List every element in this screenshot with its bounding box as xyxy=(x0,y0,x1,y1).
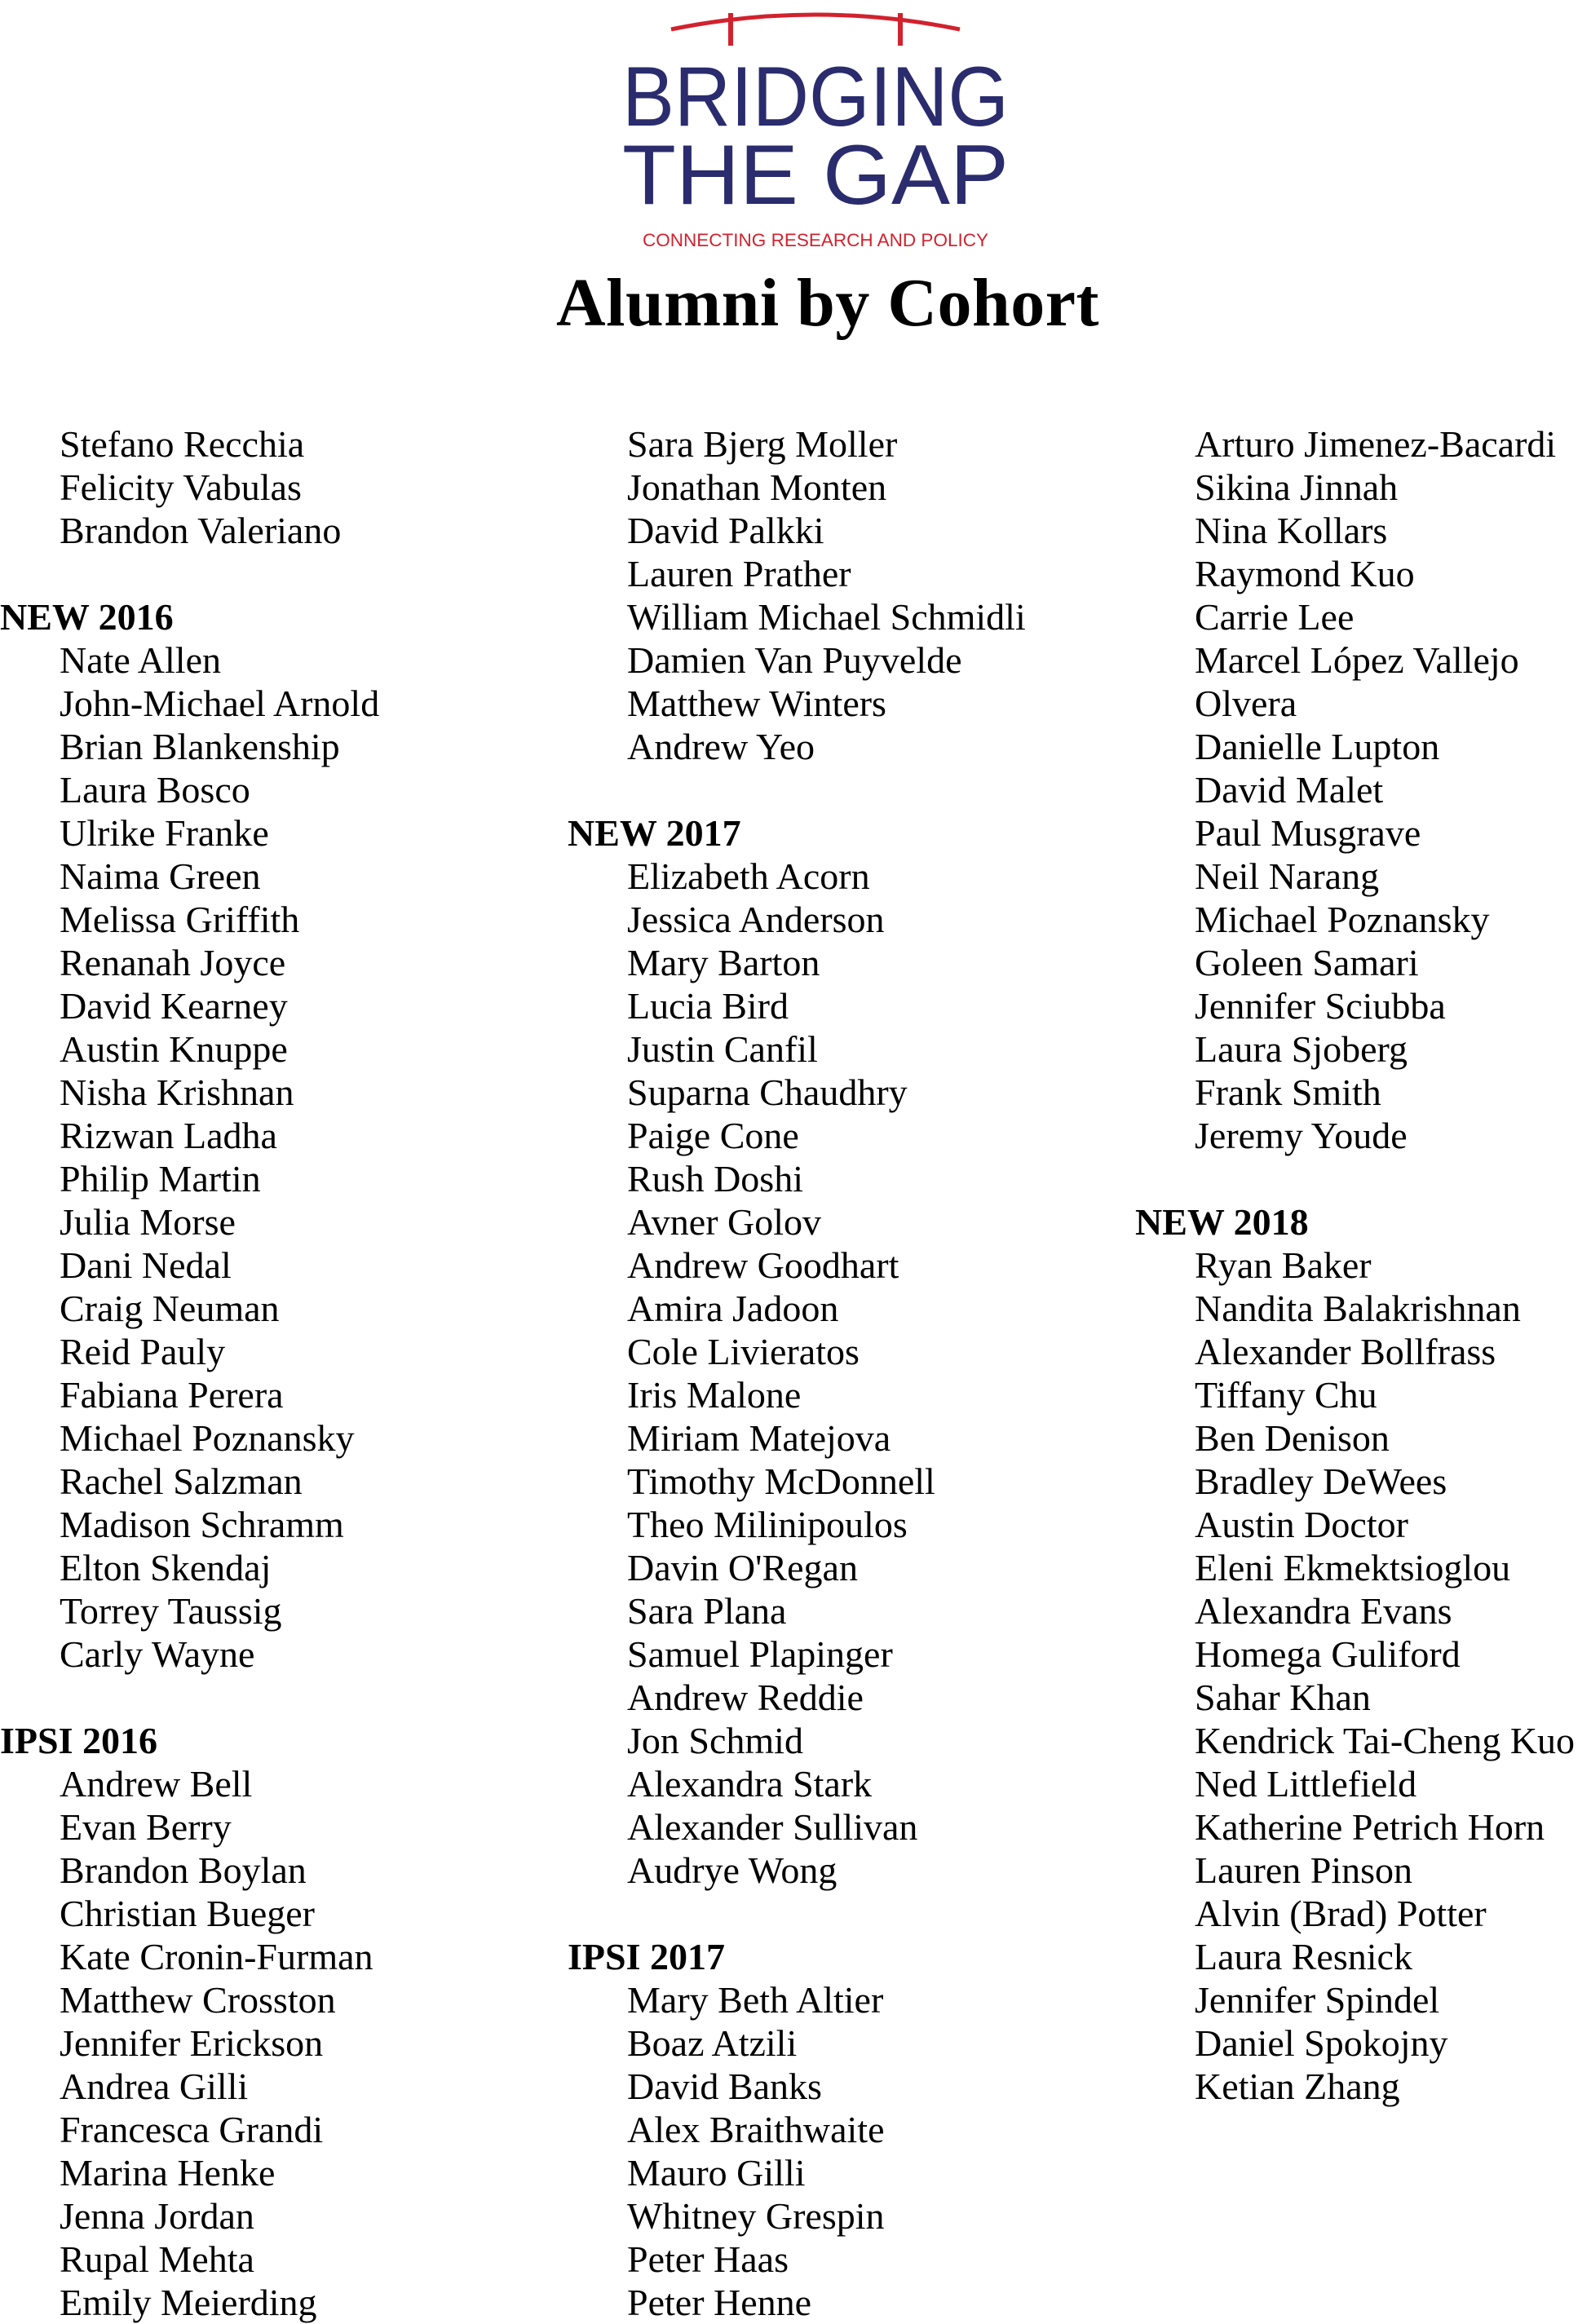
alumni-name: Mary Beth Altier xyxy=(627,1979,884,2021)
alumni-name: Jenna Jordan xyxy=(60,2195,254,2237)
alumni-name: Madison Schramm xyxy=(60,1504,344,1545)
alumni-name: Renanah Joyce xyxy=(60,942,286,983)
alumni-name: Paige Cone xyxy=(627,1115,799,1156)
alumni-name: Mauro Gilli xyxy=(627,2152,806,2194)
alumni-name: Carly Wayne xyxy=(60,1633,255,1675)
alumni-name: Andrew Goodhart xyxy=(627,1244,899,1286)
alumni-name: Damien Van Puyvelde xyxy=(627,639,962,681)
alumni-name: Nandita Balakrishnan xyxy=(1195,1288,1521,1329)
alumni-name: John-Michael Arnold xyxy=(60,683,380,724)
cohort-heading: NEW 2016 xyxy=(0,596,174,638)
alumni-name: Naima Green xyxy=(60,855,261,897)
cohort-group xyxy=(0,1719,522,2324)
alumni-name: Mary Barton xyxy=(627,942,820,983)
logo-line-1: BRIDGING xyxy=(622,50,1009,144)
alumni-name: Boaz Atzili xyxy=(627,2022,798,2064)
alumni-name: Andrew Bell xyxy=(60,1763,253,1805)
cohort-group xyxy=(1135,1200,1591,2108)
alumni-name: Kate Cronin-Furman xyxy=(60,1936,373,1977)
alumni-name: Audrye Wong xyxy=(627,1849,837,1891)
alumni-name: Lucia Bird xyxy=(627,985,789,1027)
alumni-name: Jon Schmid xyxy=(627,1720,803,1761)
alumni-name: Christian Bueger xyxy=(60,1893,315,1934)
alumni-name: Francesca Grandi xyxy=(60,2109,324,2150)
alumni-name: Rizwan Ladha xyxy=(60,1115,277,1156)
alumni-name: Daniel Spokojny xyxy=(1195,2022,1448,2064)
alumni-name: Alexandra Stark xyxy=(627,1763,873,1805)
bridging-the-gap-logo xyxy=(616,3,1015,256)
alumni-name: Laura Resnick xyxy=(1195,1936,1412,1977)
alumni-name: Craig Neuman xyxy=(60,1288,280,1329)
alumni-name: Melissa Griffith xyxy=(60,899,300,940)
alumni-name: Jennifer Spindel xyxy=(1195,1979,1440,2021)
alumni-column-3 xyxy=(1135,422,1591,2108)
alumni-name: Andrew Reddie xyxy=(627,1677,864,1718)
alumni-column-2 xyxy=(568,422,1089,2324)
alumni-name: Eleni Ekmektsioglou xyxy=(1195,1547,1511,1588)
alumni-name: Torrey Taussig xyxy=(60,1590,282,1632)
alumni-name: Danielle Lupton xyxy=(1195,726,1440,767)
alumni-name: Timothy McDonnell xyxy=(627,1460,935,1502)
alumni-name: Reid Pauly xyxy=(60,1331,226,1372)
alumni-name: Paul Musgrave xyxy=(1195,812,1421,854)
alumni-name: Alex Braithwaite xyxy=(627,2109,885,2150)
alumni-name: Homega Guliford xyxy=(1195,1633,1461,1675)
alumni-name: Goleen Samari xyxy=(1195,942,1419,983)
cohort-heading: NEW 2018 xyxy=(1135,1201,1309,1243)
alumni-name: Miriam Matejova xyxy=(627,1417,891,1459)
alumni-name: David Kearney xyxy=(60,985,288,1027)
alumni-name: Brian Blankenship xyxy=(60,726,340,767)
alumni-name: David Banks xyxy=(627,2066,822,2107)
alumni-name: Julia Morse xyxy=(60,1201,236,1243)
alumni-name: Philip Martin xyxy=(60,1158,261,1200)
cohort-heading: NEW 2017 xyxy=(568,812,741,854)
logo-line-2: THE GAP xyxy=(622,128,1009,223)
alumni-name: Jessica Anderson xyxy=(627,899,885,940)
alumni-name: Dani Nedal xyxy=(60,1244,232,1286)
alumni-name: Elton Skendaj xyxy=(60,1547,272,1588)
alumni-name: Ketian Zhang xyxy=(1195,2066,1400,2107)
cohort-group xyxy=(1135,422,1591,1157)
alumni-name: Rachel Salzman xyxy=(60,1460,303,1502)
alumni-name: Kendrick Tai-Cheng Kuo xyxy=(1195,1720,1576,1761)
cohort-group xyxy=(568,1935,1089,2324)
alumni-name: Lauren Prather xyxy=(627,553,851,594)
alumni-name: Nate Allen xyxy=(60,639,221,681)
alumni-name: Sikina Jinnah xyxy=(1195,466,1399,508)
alumni-name: Jeremy Youde xyxy=(1195,1115,1408,1156)
cohort-group xyxy=(0,422,522,552)
alumni-name: Suparna Chaudhry xyxy=(627,1071,908,1113)
alumni-name: Cole Livieratos xyxy=(627,1331,860,1372)
alumni-name: Neil Narang xyxy=(1195,855,1380,897)
cohort-group xyxy=(568,422,1089,768)
alumni-name: Michael Poznansky xyxy=(60,1417,355,1459)
alumni-name: Marcel López Vallejo xyxy=(1195,639,1519,681)
alumni-name: Olvera xyxy=(1195,683,1297,724)
alumni-name: Andrew Yeo xyxy=(627,726,815,767)
alumni-name: Jennifer Erickson xyxy=(60,2022,324,2064)
alumni-name: Matthew Winters xyxy=(627,683,886,724)
alumni-name: Peter Haas xyxy=(627,2238,789,2280)
alumni-name: Justin Canfil xyxy=(627,1028,818,1070)
alumni-name: Arturo Jimenez-Bacardi xyxy=(1195,423,1557,465)
alumni-name: Bradley DeWees xyxy=(1195,1460,1447,1502)
alumni-name: Sara Plana xyxy=(627,1590,787,1632)
alumni-name: Raymond Kuo xyxy=(1195,553,1415,594)
alumni-name: Rush Doshi xyxy=(627,1158,803,1200)
alumni-name: Ned Littlefield xyxy=(1195,1763,1417,1805)
alumni-name: Avner Golov xyxy=(627,1201,822,1243)
alumni-name: Stefano Recchia xyxy=(60,423,305,465)
alumni-name: Jonathan Monten xyxy=(627,466,887,508)
alumni-name: Emily Meierding xyxy=(60,2282,317,2323)
alumni-name: Ryan Baker xyxy=(1195,1244,1372,1286)
alumni-name: Samuel Plapinger xyxy=(627,1633,893,1675)
alumni-name: Evan Berry xyxy=(60,1806,232,1848)
alumni-name: Carrie Lee xyxy=(1195,596,1355,638)
alumni-name: Whitney Grespin xyxy=(627,2195,885,2237)
alumni-name: Laura Sjoberg xyxy=(1195,1028,1408,1070)
alumni-name: Jennifer Sciubba xyxy=(1195,985,1446,1027)
alumni-name: Brandon Valeriano xyxy=(60,510,342,551)
alumni-name: David Malet xyxy=(1195,769,1384,811)
alumni-name: Felicity Vabulas xyxy=(60,466,302,508)
logo-tagline: CONNECTING RESEARCH AND POLICY xyxy=(643,230,989,250)
logo-bridge-arch xyxy=(671,15,960,29)
page-title: Alumni by Cohort xyxy=(555,265,1100,341)
alumni-name: Iris Malone xyxy=(627,1374,802,1416)
alumni-column-1 xyxy=(0,422,522,2324)
cohort-group xyxy=(568,811,1089,1892)
alumni-name: Alexander Bollfrass xyxy=(1195,1331,1496,1372)
alumni-name: Katherine Petrich Horn xyxy=(1195,1806,1545,1848)
cohort-group xyxy=(0,595,522,1676)
alumni-name: Austin Doctor xyxy=(1195,1504,1408,1545)
alumni-name: Theo Milinipoulos xyxy=(627,1504,908,1545)
logo-bridge-pillar-right xyxy=(898,13,903,46)
alumni-name: Ulrike Franke xyxy=(60,812,269,854)
alumni-name: Laura Bosco xyxy=(60,769,250,811)
alumni-name: William Michael Schmidli xyxy=(627,596,1026,638)
alumni-name: Matthew Crosston xyxy=(60,1979,336,2021)
alumni-name: Fabiana Perera xyxy=(60,1374,284,1416)
alumni-name: Michael Poznansky xyxy=(1195,899,1490,940)
alumni-name: Austin Knuppe xyxy=(60,1028,288,1070)
alumni-name: Frank Smith xyxy=(1195,1071,1381,1113)
alumni-name: Alexandra Evans xyxy=(1195,1590,1452,1632)
cohort-heading: IPSI 2016 xyxy=(0,1720,157,1761)
cohort-heading: IPSI 2017 xyxy=(568,1936,725,1977)
alumni-name: Sara Bjerg Moller xyxy=(627,423,898,465)
alumni-name: Lauren Pinson xyxy=(1195,1849,1413,1891)
alumni-name: Davin O'Regan xyxy=(627,1547,858,1588)
alumni-name: Marina Henke xyxy=(60,2152,276,2194)
alumni-name: Nina Kollars xyxy=(1195,510,1388,551)
alumni-name: Alexander Sullivan xyxy=(627,1806,918,1848)
alumni-name: Peter Henne xyxy=(627,2282,812,2323)
alumni-name: Elizabeth Acorn xyxy=(627,855,870,897)
alumni-name: David Palkki xyxy=(627,510,824,551)
alumni-name: Rupal Mehta xyxy=(60,2238,254,2280)
alumni-name: Nisha Krishnan xyxy=(60,1071,294,1113)
alumni-name: Amira Jadoon xyxy=(627,1288,839,1329)
logo-bridge-pillar-left xyxy=(728,13,733,46)
alumni-name: Andrea Gilli xyxy=(60,2066,249,2107)
alumni-name: Tiffany Chu xyxy=(1195,1374,1377,1416)
alumni-name: Ben Denison xyxy=(1195,1417,1390,1459)
alumni-name: Brandon Boylan xyxy=(60,1849,307,1891)
alumni-name: Sahar Khan xyxy=(1195,1677,1371,1718)
alumni-name: Alvin (Brad) Potter xyxy=(1195,1893,1487,1934)
